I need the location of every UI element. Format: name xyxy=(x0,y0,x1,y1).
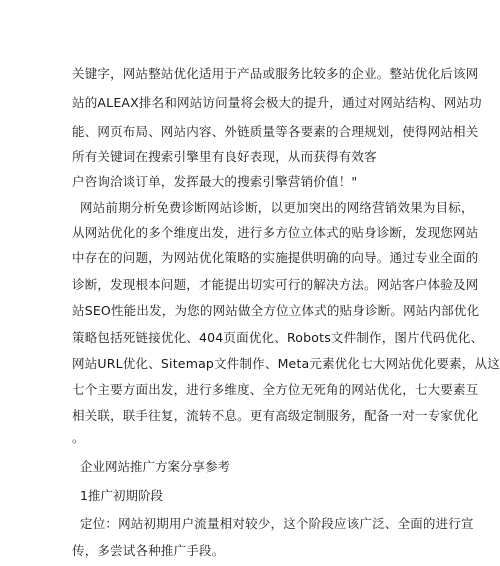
text-line: 七个主要方面出发，进行多维度、全方位无死角的网站优化，七大要素互 xyxy=(72,382,479,397)
text-line: 中存在的问题，为网站优化策略的实施提供明确的向导。通过专业全面的 xyxy=(72,250,479,265)
text-line: 所有关键词在搜索引擎里有良好表现，从而获得有效客 xyxy=(72,149,377,164)
text-line: 。 xyxy=(72,430,85,445)
text-line: 定位：网站初期用户流量相对较少，这个阶段应该广泛、全面的进行宣 xyxy=(80,516,474,531)
text-line: 站的ALEAX排名和网站访问量将会极大的提升，通过对网站结构、网站功 xyxy=(72,95,482,110)
text-line: 传，多尝试各种推广手段。 xyxy=(72,543,225,558)
text-line: 从网站优化的多个维度出发，进行多方位立体式的贴身诊断，发现您网站 xyxy=(72,225,479,240)
text-line: 户咨询洽谈订单，发挥最大的搜索引擎营销价值！" xyxy=(72,174,358,189)
text-line: 诊断，发现根本问题，才能提出切实可行的解决方法。网站客户体验及网 xyxy=(72,277,479,292)
text-line: 策略包括死链接优化、404页面优化、Robots文件制作，图片代码优化、 xyxy=(72,330,484,345)
text-line: 相关联，联手往复，流转不息。更有高级定制服务，配备一对一专家优化 xyxy=(72,408,479,423)
text-line: 站SEO性能出发，为您的网站做全方位立体式的贴身诊断。网站内部优化 xyxy=(72,303,480,318)
text-line: 网站前期分析免费诊断网站诊断，以更加突出的网络营销效果为目标， xyxy=(80,200,474,215)
text-line: 能、网页布局、网站内容、外链质量等各要素的合理规划，使得网站相关 xyxy=(72,124,479,139)
section-title: 企业网站推广方案分享参考 xyxy=(80,459,231,474)
subsection-title: 1推广初期阶段 xyxy=(80,488,163,503)
text-line: 关键字，网站整站优化适用于产品或服务比较多的企业。整站优化后该网 xyxy=(72,66,479,81)
text-line: 网站URL优化、Sitemap文件制作、Meta元素优化七大网站优化要素，从这 xyxy=(72,356,500,371)
